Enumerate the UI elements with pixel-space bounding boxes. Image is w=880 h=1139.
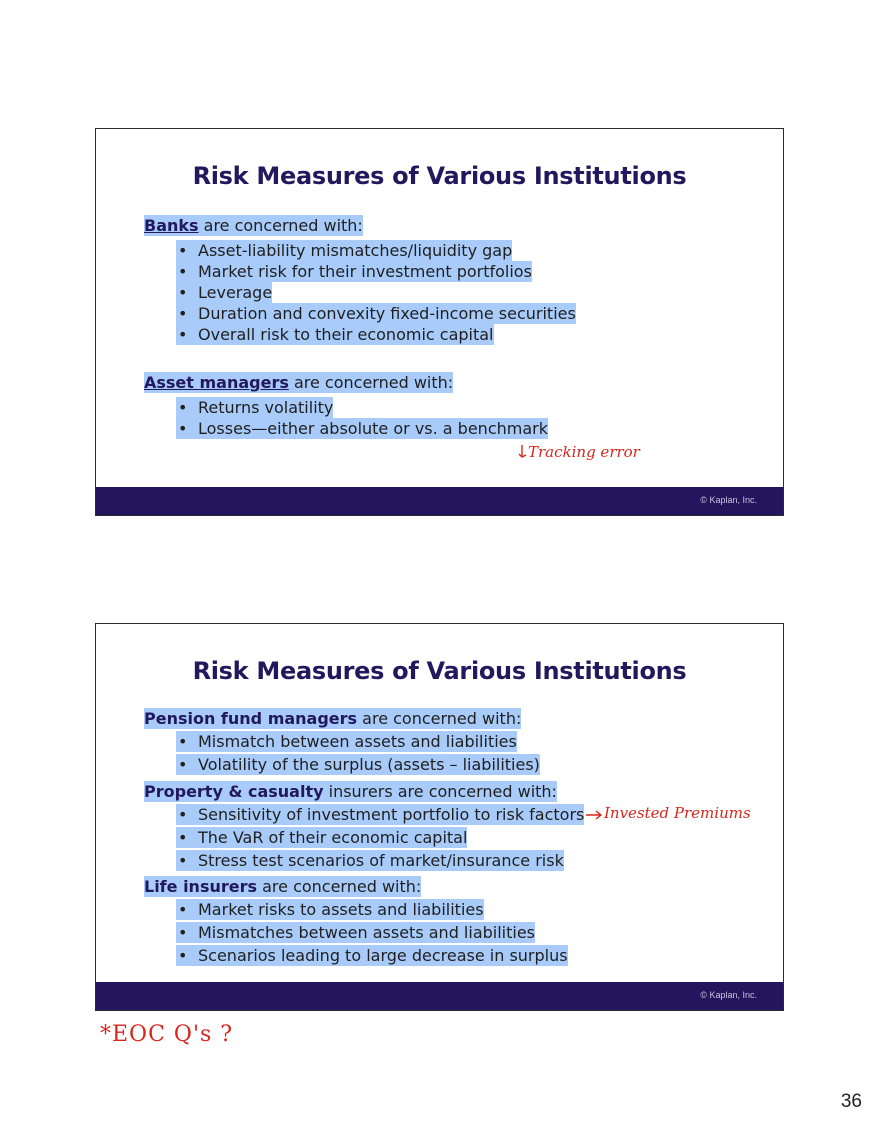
list-item xyxy=(176,805,584,824)
list-item xyxy=(176,398,333,417)
slide-footer xyxy=(96,487,783,515)
section-heading-text: are concerned with: xyxy=(288,373,454,392)
bullet-icon: • xyxy=(178,398,188,417)
list-item xyxy=(176,419,548,438)
bullet-icon: • xyxy=(178,419,188,438)
bullet-icon: • xyxy=(178,755,188,774)
bullet-text: Mismatches between assets and liabilities xyxy=(198,923,536,942)
section-heading-text: are concerned with: xyxy=(198,216,363,235)
bullet-icon: • xyxy=(178,732,188,751)
bullet-icon: • xyxy=(178,923,188,942)
bullet-icon: • xyxy=(178,900,188,919)
bullet-text: Losses—either absolute or vs. a benchmark xyxy=(198,419,548,438)
bullet-text: Duration and convexity fixed-income securities xyxy=(198,304,576,323)
bullet-text: Returns volatility xyxy=(198,398,334,417)
list-item xyxy=(176,304,576,323)
bullet-text: Sensitivity of investment portfolio to risk factors xyxy=(198,805,585,824)
section-heading-property-casualty xyxy=(144,782,557,801)
section-heading-life-insurers xyxy=(144,877,421,896)
bullet-icon: • xyxy=(178,805,188,824)
section-keyword: Life insurers xyxy=(144,877,258,896)
list-item xyxy=(176,755,540,774)
list-item xyxy=(176,923,535,942)
list-item xyxy=(176,262,532,281)
bullet-icon: • xyxy=(178,262,188,281)
bullet-text: Market risks to assets and liabilities xyxy=(198,900,484,919)
section-keyword: Property & casualty xyxy=(144,782,324,801)
section-heading-banks xyxy=(144,216,363,235)
list-item xyxy=(176,828,467,847)
bullet-text: Leverage xyxy=(198,283,273,302)
list-item xyxy=(176,851,564,870)
bullet-text: The VaR of their economic capital xyxy=(198,828,468,847)
handwritten-note: *EOC Q's ? xyxy=(100,1022,234,1047)
list-item xyxy=(176,283,272,302)
bullet-text: Scenarios leading to large decrease in surplus xyxy=(198,946,568,965)
section-keyword: Asset managers xyxy=(144,373,289,392)
bullet-icon: • xyxy=(178,304,188,323)
slide-1 xyxy=(95,128,784,516)
handwritten-arrow-icon xyxy=(585,809,603,821)
section-heading-asset-managers xyxy=(144,373,453,392)
list-item xyxy=(176,900,484,919)
slide-title: Risk Measures of Various Institutions xyxy=(192,657,687,685)
section-heading-pension xyxy=(144,709,521,728)
slide-title: Risk Measures of Various Institutions xyxy=(192,162,687,190)
bullet-text: Asset-liability mismatches/liquidity gap xyxy=(198,241,513,260)
section-keyword: Pension fund managers xyxy=(144,709,358,728)
slide-2 xyxy=(95,623,784,1011)
copyright: © Kaplan, Inc. xyxy=(700,990,757,1000)
section-heading-text: insurers are concerned with: xyxy=(323,782,557,801)
list-item xyxy=(176,325,494,344)
section-heading-text: are concerned with: xyxy=(357,709,522,728)
list-item xyxy=(176,241,512,260)
bullet-icon: • xyxy=(178,946,188,965)
section-keyword: Banks xyxy=(144,216,199,235)
slide-footer xyxy=(96,982,783,1010)
bullet-text: Volatility of the surplus (assets – liabilities) xyxy=(198,755,540,774)
bullet-icon: • xyxy=(178,828,188,847)
bullet-text: Overall risk to their economic capital xyxy=(198,325,494,344)
bullet-icon: • xyxy=(178,241,188,260)
bullet-text: Stress test scenarios of market/insurance risk xyxy=(198,851,564,870)
bullet-icon: • xyxy=(178,325,188,344)
section-heading-text: are concerned with: xyxy=(257,877,422,896)
handwritten-annotation: Invested Premiums xyxy=(604,804,751,822)
list-item xyxy=(176,732,517,751)
copyright: © Kaplan, Inc. xyxy=(700,495,757,505)
handwritten-annotation: Tracking error xyxy=(528,443,640,461)
bullet-text: Market risk for their investment portfolios xyxy=(198,262,532,281)
bullet-icon: • xyxy=(178,851,188,870)
page-number: 36 xyxy=(840,1091,862,1112)
list-item xyxy=(176,946,568,965)
bullet-icon: • xyxy=(178,283,188,302)
bullet-text: Mismatch between assets and liabilities xyxy=(198,732,517,751)
